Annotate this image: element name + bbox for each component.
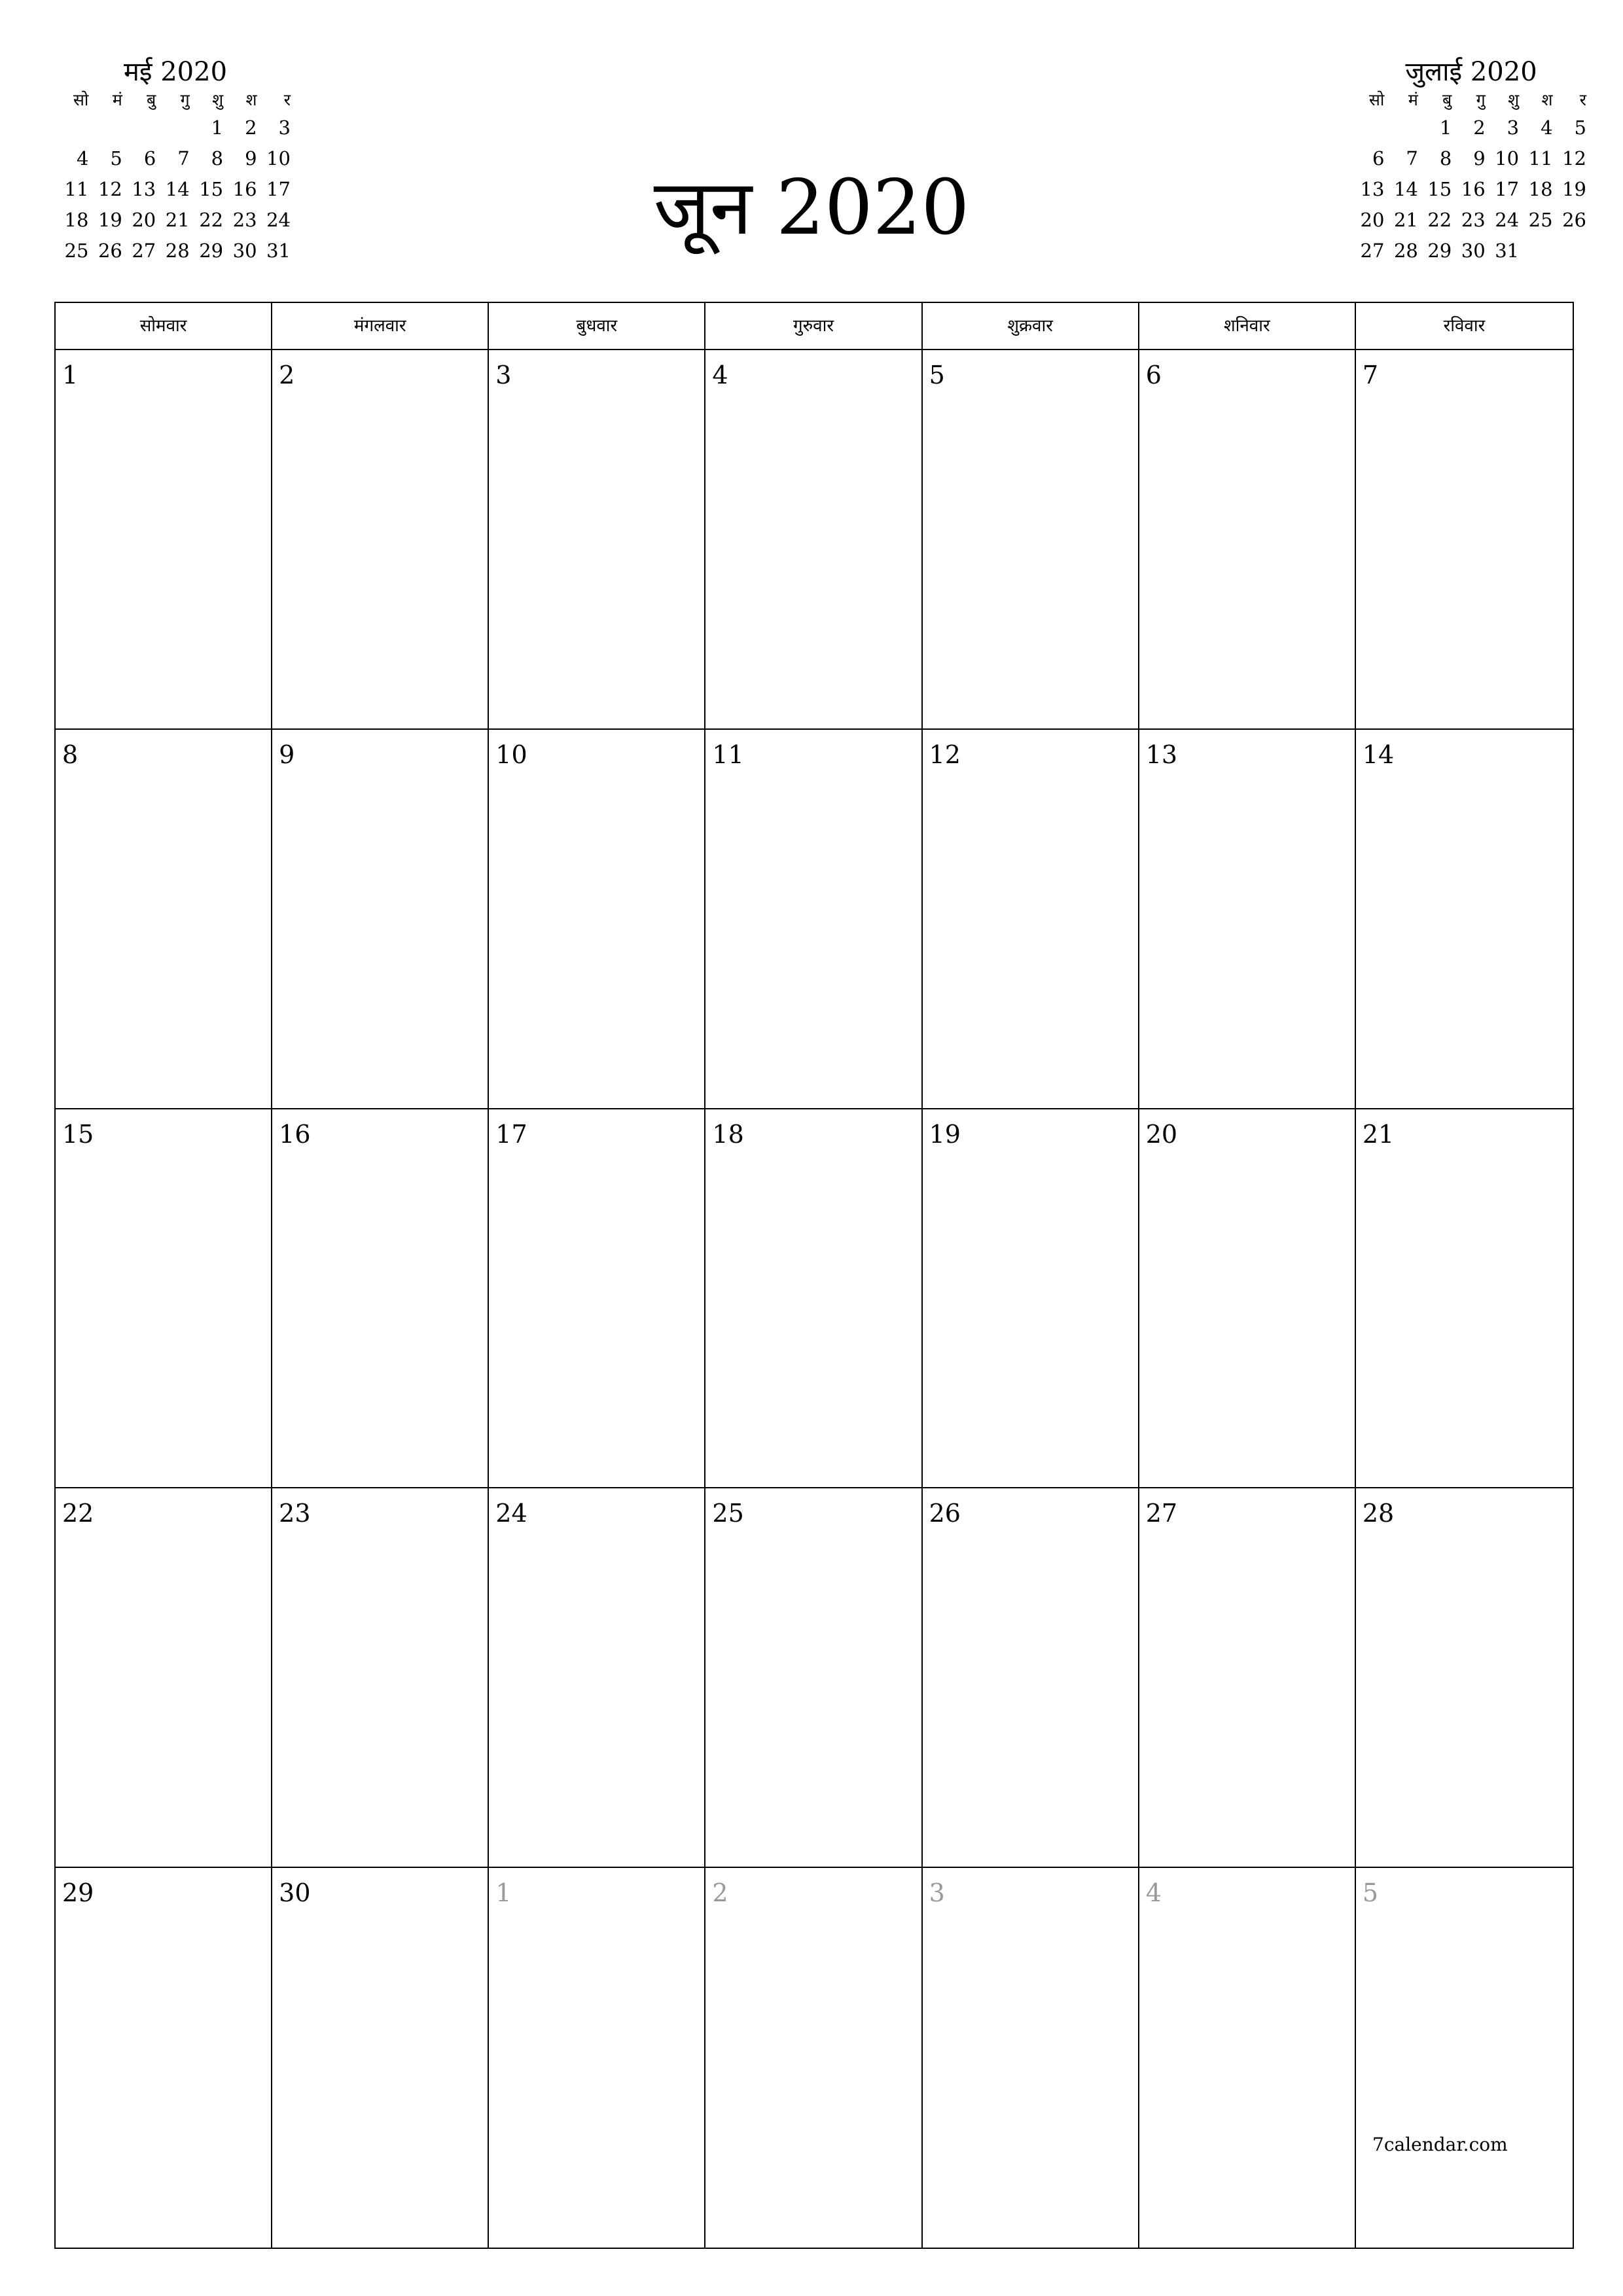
weekday-header: सोमवार bbox=[56, 303, 272, 350]
mini-day: 31 bbox=[266, 240, 291, 262]
day-number: 2 bbox=[279, 361, 295, 389]
mini-day: 14 bbox=[165, 178, 190, 200]
mini-day: 15 bbox=[1427, 178, 1452, 200]
mini-weekday: र bbox=[283, 90, 291, 109]
day-cell[interactable] bbox=[705, 1868, 922, 2248]
day-number: 25 bbox=[712, 1499, 744, 1528]
day-number: 3 bbox=[495, 361, 512, 389]
site-credit: 7calendar.com bbox=[1372, 2134, 1508, 2155]
day-cell[interactable] bbox=[705, 350, 922, 730]
day-number: 16 bbox=[279, 1119, 311, 1149]
mini-weekday: श bbox=[1541, 90, 1553, 109]
mini-weekday: शु bbox=[212, 90, 224, 109]
mini-day: 9 bbox=[245, 147, 257, 170]
mini-week-row bbox=[1353, 236, 1589, 266]
day-cell[interactable] bbox=[705, 730, 922, 1109]
mini-weekday: सो bbox=[73, 90, 89, 109]
day-number: 21 bbox=[1362, 1119, 1395, 1149]
day-cell[interactable] bbox=[272, 730, 489, 1109]
day-cell[interactable] bbox=[1139, 730, 1356, 1109]
mini-day: 11 bbox=[64, 178, 89, 200]
day-cell[interactable] bbox=[923, 1488, 1139, 1868]
day-cell[interactable] bbox=[1139, 1868, 1356, 2248]
mini-week-row bbox=[58, 205, 293, 236]
mini-weekday: बु bbox=[1442, 90, 1452, 109]
mini-day bbox=[1353, 113, 1387, 143]
day-number: 17 bbox=[495, 1119, 527, 1149]
day-cell[interactable] bbox=[489, 1488, 705, 1868]
day-number: 26 bbox=[929, 1499, 961, 1528]
day-cell[interactable] bbox=[56, 730, 272, 1109]
mini-day: 16 bbox=[1461, 178, 1486, 200]
day-number: 18 bbox=[712, 1119, 744, 1149]
mini-weekday: शु bbox=[1508, 90, 1520, 109]
mini-day: 23 bbox=[232, 209, 257, 231]
mini-day: 14 bbox=[1393, 178, 1418, 200]
mini-weekday: गु bbox=[1476, 90, 1486, 109]
mini-day bbox=[1522, 236, 1555, 266]
weekday-header: रविवार bbox=[1356, 303, 1573, 350]
mini-day: 18 bbox=[1528, 178, 1553, 200]
mini-day: 2 bbox=[1473, 117, 1486, 139]
mini-day: 5 bbox=[1574, 117, 1586, 139]
mini-day: 4 bbox=[76, 147, 89, 170]
mini-weekday: र bbox=[1579, 90, 1586, 109]
day-number: 30 bbox=[279, 1878, 311, 1908]
day-number-next-month: 5 bbox=[1362, 1878, 1379, 1908]
day-cell[interactable] bbox=[1356, 730, 1573, 1109]
mini-week-row bbox=[1353, 143, 1589, 174]
day-cell[interactable] bbox=[272, 1868, 489, 2248]
mini-day: 20 bbox=[132, 209, 156, 231]
mini-day bbox=[158, 113, 192, 143]
mini-day: 2 bbox=[245, 117, 257, 139]
weekday-header: शुक्रवार bbox=[923, 303, 1139, 350]
mini-day: 11 bbox=[1528, 147, 1553, 170]
mini-week-row bbox=[1353, 205, 1589, 236]
day-number: 20 bbox=[1145, 1119, 1178, 1149]
day-cell[interactable] bbox=[56, 350, 272, 730]
day-number: 19 bbox=[929, 1119, 961, 1149]
mini-day: 4 bbox=[1541, 117, 1553, 139]
mini-day: 22 bbox=[199, 209, 224, 231]
day-number: 22 bbox=[62, 1499, 94, 1528]
day-cell[interactable] bbox=[923, 1109, 1139, 1489]
mini-day: 26 bbox=[1562, 209, 1586, 231]
mini-day: 9 bbox=[1473, 147, 1486, 170]
day-number: 15 bbox=[62, 1119, 94, 1149]
mini-day: 19 bbox=[1562, 178, 1586, 200]
day-number: 28 bbox=[1362, 1499, 1395, 1528]
day-cell[interactable] bbox=[489, 730, 705, 1109]
mini-day: 12 bbox=[1562, 147, 1586, 170]
mini-day: 5 bbox=[110, 147, 122, 170]
day-number: 5 bbox=[929, 361, 945, 389]
mini-weekday: श bbox=[245, 90, 257, 109]
mini-day: 29 bbox=[1427, 240, 1452, 262]
mini-day: 16 bbox=[232, 178, 257, 200]
day-cell[interactable] bbox=[1356, 1109, 1573, 1489]
mini-calendar-prev bbox=[58, 56, 293, 266]
day-cell[interactable] bbox=[56, 1109, 272, 1489]
mini-day: 25 bbox=[1528, 209, 1553, 231]
day-number: 14 bbox=[1362, 740, 1395, 769]
weekday-header: गुरुवार bbox=[705, 303, 922, 350]
day-number: 11 bbox=[712, 740, 744, 769]
mini-calendar-next-table bbox=[1353, 88, 1589, 266]
mini-day: 3 bbox=[278, 117, 291, 139]
day-cell[interactable] bbox=[272, 1488, 489, 1868]
day-number: 24 bbox=[495, 1499, 527, 1528]
day-cell[interactable] bbox=[1139, 350, 1356, 730]
mini-calendar-prev-table bbox=[58, 88, 293, 266]
day-cell[interactable] bbox=[1356, 1868, 1573, 2248]
mini-day: 21 bbox=[1393, 209, 1418, 231]
mini-day: 31 bbox=[1495, 240, 1520, 262]
mini-weekday: बु bbox=[146, 90, 156, 109]
mini-day: 20 bbox=[1360, 209, 1385, 231]
mini-week-row bbox=[58, 236, 293, 266]
mini-day: 18 bbox=[64, 209, 89, 231]
day-cell[interactable] bbox=[56, 1488, 272, 1868]
day-number: 6 bbox=[1145, 361, 1162, 389]
mini-weekday: सो bbox=[1369, 90, 1385, 109]
day-cell[interactable] bbox=[489, 1868, 705, 2248]
mini-calendar-next bbox=[1353, 56, 1589, 266]
mini-week-row bbox=[58, 143, 293, 174]
day-number: 4 bbox=[712, 361, 728, 389]
day-cell[interactable] bbox=[1139, 1488, 1356, 1868]
mini-day: 7 bbox=[1406, 147, 1418, 170]
mini-day: 29 bbox=[199, 240, 224, 262]
mini-week-row bbox=[58, 113, 293, 143]
mini-weekday: गु bbox=[180, 90, 190, 109]
day-cell[interactable] bbox=[1139, 1109, 1356, 1489]
day-number: 27 bbox=[1145, 1499, 1178, 1528]
mini-week-row bbox=[58, 174, 293, 205]
day-cell[interactable] bbox=[489, 1109, 705, 1489]
day-cell[interactable] bbox=[923, 730, 1139, 1109]
day-cell[interactable] bbox=[1356, 350, 1573, 730]
mini-calendar-next-title: जुलाई 2020 bbox=[1405, 57, 1537, 87]
mini-day: 30 bbox=[1461, 240, 1486, 262]
day-number: 8 bbox=[62, 740, 79, 769]
mini-day: 26 bbox=[98, 240, 122, 262]
day-number-next-month: 2 bbox=[712, 1878, 728, 1908]
weekday-header: मंगलवार bbox=[272, 303, 489, 350]
mini-day: 13 bbox=[1360, 178, 1385, 200]
mini-day: 6 bbox=[1372, 147, 1385, 170]
day-cell[interactable] bbox=[923, 1868, 1139, 2248]
mini-day: 8 bbox=[211, 147, 224, 170]
day-number-next-month: 3 bbox=[929, 1878, 945, 1908]
mini-day: 12 bbox=[98, 178, 122, 200]
weekday-header: बुधवार bbox=[489, 303, 705, 350]
mini-week-row bbox=[1353, 174, 1589, 205]
mini-week-row bbox=[1353, 113, 1589, 143]
month-grid bbox=[54, 302, 1574, 2249]
day-cell[interactable] bbox=[272, 1109, 489, 1489]
mini-day: 22 bbox=[1427, 209, 1452, 231]
mini-day bbox=[125, 113, 158, 143]
mini-day: 19 bbox=[98, 209, 122, 231]
day-number: 29 bbox=[62, 1878, 94, 1908]
day-cell[interactable] bbox=[1356, 1488, 1573, 1868]
mini-day: 27 bbox=[1360, 240, 1385, 262]
mini-day: 17 bbox=[266, 178, 291, 200]
mini-calendar-prev-title: मई 2020 bbox=[123, 57, 228, 87]
mini-day bbox=[58, 113, 91, 143]
mini-weekday: मं bbox=[1408, 90, 1418, 109]
mini-weekday: मं bbox=[112, 90, 122, 109]
mini-day: 30 bbox=[232, 240, 257, 262]
day-number: 12 bbox=[929, 740, 961, 769]
mini-day: 27 bbox=[132, 240, 156, 262]
mini-day: 6 bbox=[143, 147, 156, 170]
day-number: 9 bbox=[279, 740, 295, 769]
mini-day: 1 bbox=[1439, 117, 1452, 139]
day-number-next-month: 4 bbox=[1145, 1878, 1162, 1908]
day-number: 23 bbox=[279, 1499, 311, 1528]
page-title: जून 2020 bbox=[653, 164, 970, 252]
day-cell[interactable] bbox=[56, 1868, 272, 2248]
mini-day: 7 bbox=[177, 147, 190, 170]
day-number: 13 bbox=[1145, 740, 1178, 769]
mini-day bbox=[91, 113, 124, 143]
mini-day: 28 bbox=[165, 240, 190, 262]
mini-day: 8 bbox=[1439, 147, 1452, 170]
mini-day: 10 bbox=[1495, 147, 1520, 170]
mini-day: 17 bbox=[1495, 178, 1520, 200]
mini-day: 28 bbox=[1393, 240, 1418, 262]
day-number: 7 bbox=[1362, 361, 1379, 389]
day-cell[interactable] bbox=[489, 350, 705, 730]
day-number: 1 bbox=[62, 361, 79, 389]
mini-day: 25 bbox=[64, 240, 89, 262]
mini-day: 15 bbox=[199, 178, 224, 200]
day-number-next-month: 1 bbox=[495, 1878, 512, 1908]
day-number: 10 bbox=[495, 740, 527, 769]
mini-day: 21 bbox=[165, 209, 190, 231]
mini-day bbox=[1387, 113, 1420, 143]
day-cell[interactable] bbox=[923, 350, 1139, 730]
mini-day: 1 bbox=[211, 117, 224, 139]
weekday-header: शनिवार bbox=[1139, 303, 1356, 350]
day-cell[interactable] bbox=[272, 350, 489, 730]
mini-day: 3 bbox=[1507, 117, 1520, 139]
mini-day: 24 bbox=[266, 209, 291, 231]
day-cell[interactable] bbox=[705, 1488, 922, 1868]
mini-day bbox=[1556, 236, 1589, 266]
mini-day: 13 bbox=[132, 178, 156, 200]
mini-day: 10 bbox=[266, 147, 291, 170]
day-cell[interactable] bbox=[705, 1109, 922, 1489]
mini-day: 24 bbox=[1495, 209, 1520, 231]
mini-day: 23 bbox=[1461, 209, 1486, 231]
